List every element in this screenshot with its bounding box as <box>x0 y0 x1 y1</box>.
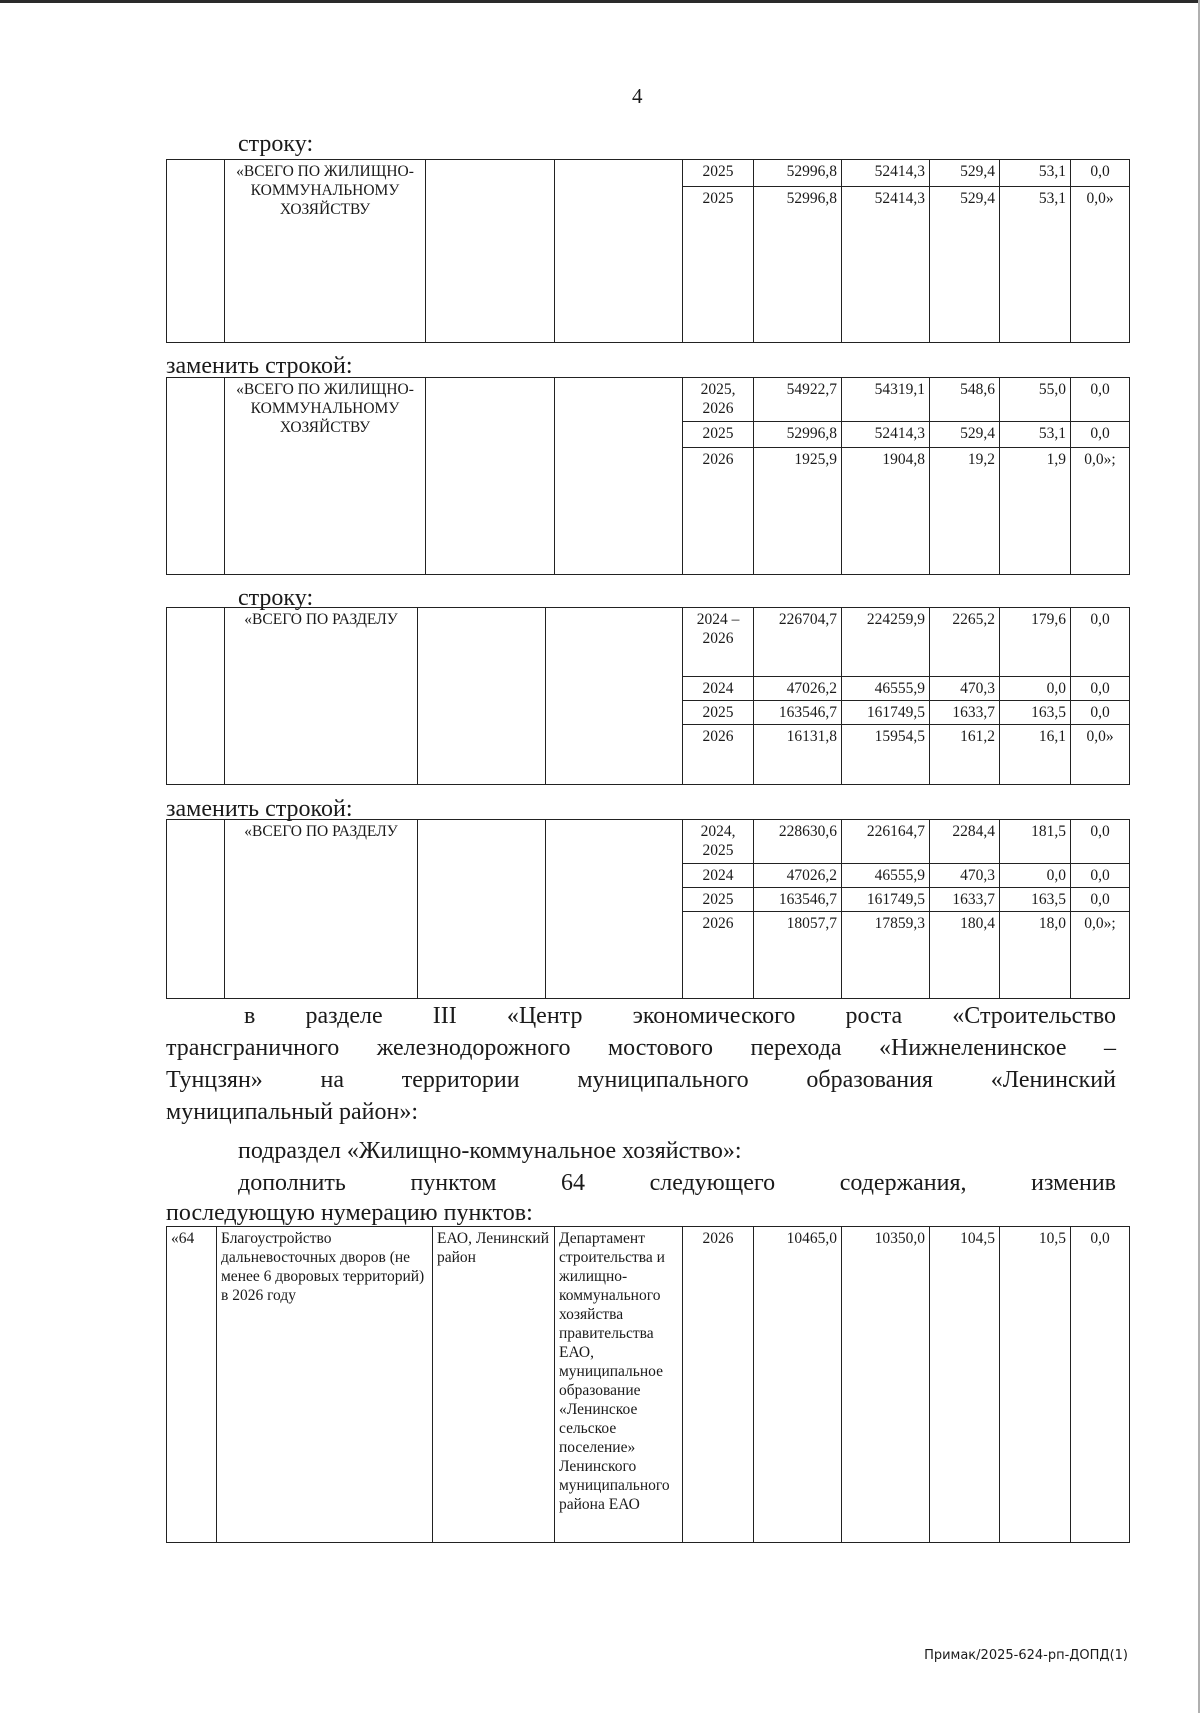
cell-year: 2025 <box>683 187 754 343</box>
table-row <box>167 1227 1130 1543</box>
cell-value: 161749,5 <box>842 888 930 912</box>
paragraph-line: дополнить пунктом 64 следующего содержания, изменив <box>238 1170 1116 1196</box>
cell-value: 163,5 <box>1000 888 1071 912</box>
table-row <box>167 820 1130 864</box>
cell-value: 52996,8 <box>754 187 842 343</box>
table-old-housing-total <box>166 159 1130 343</box>
cell-place <box>426 160 555 343</box>
label-line: строку: <box>238 585 314 611</box>
cell-number <box>167 608 225 785</box>
cell-value: 16,1 <box>1000 725 1071 785</box>
scan-border-top <box>0 0 1200 3</box>
cell-value: 16131,8 <box>754 725 842 785</box>
cell-value: 52414,3 <box>842 160 930 187</box>
cell-value: 0,0»; <box>1071 912 1130 999</box>
table-row <box>167 608 1130 677</box>
cell-year: 2026 <box>683 1227 754 1543</box>
table-new-item-64 <box>166 1226 1130 1543</box>
item-place: ЕАО, Ленинский район <box>433 1227 555 1543</box>
cell-value: 163546,7 <box>754 888 842 912</box>
cell-value: 1904,8 <box>842 448 930 575</box>
cell-value: 181,5 <box>1000 820 1071 864</box>
paragraph-line: Тунцзян» на территории муниципального образования «Ленинский <box>166 1067 1116 1093</box>
label-line: заменить строкой: <box>166 353 353 379</box>
cell-value: 0,0 <box>1071 608 1130 677</box>
cell-year: 2026 <box>683 448 754 575</box>
cell-value: 226704,7 <box>754 608 842 677</box>
cell-executor <box>555 378 683 575</box>
cell-value: 0,0 <box>1071 160 1130 187</box>
cell-value: 1,9 <box>1000 448 1071 575</box>
paragraph-line: муниципальный район»: <box>166 1099 419 1125</box>
cell-value: 0,0 <box>1071 422 1130 448</box>
cell-value: 161,2 <box>930 725 1000 785</box>
section-paragraph <box>166 1000 1116 1128</box>
cell-year: 2025 <box>683 701 754 725</box>
page-number: 4 <box>632 84 643 108</box>
item-number: «64 <box>167 1227 217 1543</box>
cell-place <box>418 608 546 785</box>
cell-year: 2024 <box>683 677 754 701</box>
label-line: строку: <box>238 131 314 157</box>
cell-value: 180,4 <box>930 912 1000 999</box>
cell-value: 54922,7 <box>754 378 842 422</box>
cell-executor <box>546 820 683 999</box>
cell-value: 226164,7 <box>842 820 930 864</box>
cell-value: 0,0» <box>1071 187 1130 343</box>
cell-number <box>167 378 225 575</box>
cell-value: 0,0 <box>1071 1227 1130 1543</box>
instruction-paragraph <box>166 1168 1116 1228</box>
cell-value: 0,0 <box>1000 677 1071 701</box>
cell-value: 47026,2 <box>754 677 842 701</box>
cell-value: 0,0 <box>1071 677 1130 701</box>
cell-value: 52414,3 <box>842 187 930 343</box>
subsection-paragraph: подраздел «Жилищно-коммунальное хозяйство»: <box>238 1138 742 1164</box>
cell-number <box>167 820 225 999</box>
cell-year: 2025, 2026 <box>683 378 754 422</box>
cell-value: 54319,1 <box>842 378 930 422</box>
cell-value: 52996,8 <box>754 422 842 448</box>
cell-value: 10350,0 <box>842 1227 930 1543</box>
cell-value: 10,5 <box>1000 1227 1071 1543</box>
cell-value: 470,3 <box>930 677 1000 701</box>
cell-value: 19,2 <box>930 448 1000 575</box>
item-title: Благоустройство дальневосточных дворов (не менее 6 дворовых территорий) в 2026 году <box>217 1227 433 1543</box>
cell-value: 1633,7 <box>930 701 1000 725</box>
cell-value: 18,0 <box>1000 912 1071 999</box>
cell-value: 17859,3 <box>842 912 930 999</box>
cell-value: 47026,2 <box>754 864 842 888</box>
paragraph-line: последующую нумерацию пунктов: <box>166 1200 533 1226</box>
cell-place <box>418 820 546 999</box>
cell-value: 55,0 <box>1000 378 1071 422</box>
row-name: «ВСЕГО ПО РАЗДЕЛУ <box>225 608 418 785</box>
cell-value: 52996,8 <box>754 160 842 187</box>
row-name: «ВСЕГО ПО РАЗДЕЛУ <box>225 820 418 999</box>
cell-value: 470,3 <box>930 864 1000 888</box>
cell-value: 228630,6 <box>754 820 842 864</box>
cell-value: 224259,9 <box>842 608 930 677</box>
cell-value: 179,6 <box>1000 608 1071 677</box>
cell-value: 0,0 <box>1071 820 1130 864</box>
cell-number <box>167 160 225 343</box>
cell-value: 529,4 <box>930 187 1000 343</box>
cell-value: 161749,5 <box>842 701 930 725</box>
cell-value: 0,0 <box>1071 864 1130 888</box>
cell-value: 18057,7 <box>754 912 842 999</box>
row-name: «ВСЕГО ПО ЖИЛИЩНО-КОММУНАЛЬНОМУ ХОЗЯЙСТВУ <box>225 378 426 575</box>
cell-value: 0,0 <box>1071 888 1130 912</box>
cell-year: 2026 <box>683 912 754 999</box>
table-row <box>167 160 1130 187</box>
cell-value: 46555,9 <box>842 677 930 701</box>
cell-value: 2265,2 <box>930 608 1000 677</box>
cell-year: 2024, 2025 <box>683 820 754 864</box>
cell-value: 53,1 <box>1000 422 1071 448</box>
table-old-section-total <box>166 607 1130 785</box>
cell-value: 15954,5 <box>842 725 930 785</box>
row-name: «ВСЕГО ПО ЖИЛИЩНО-КОММУНАЛЬНОМУ ХОЗЯЙСТВУ <box>225 160 426 343</box>
cell-value: 10465,0 <box>754 1227 842 1543</box>
table-new-housing-total <box>166 377 1130 575</box>
cell-executor <box>546 608 683 785</box>
cell-value: 529,4 <box>930 422 1000 448</box>
footer-document-code: Примак/2025-624-рп-ДОПД(1) <box>924 1648 1128 1663</box>
cell-value: 163546,7 <box>754 701 842 725</box>
cell-value: 52414,3 <box>842 422 930 448</box>
cell-value: 104,5 <box>930 1227 1000 1543</box>
cell-year: 2025 <box>683 160 754 187</box>
cell-year: 2025 <box>683 888 754 912</box>
cell-value: 163,5 <box>1000 701 1071 725</box>
table-new-section-total <box>166 819 1130 999</box>
cell-executor <box>555 160 683 343</box>
cell-year: 2026 <box>683 725 754 785</box>
cell-value: 529,4 <box>930 160 1000 187</box>
cell-value: 53,1 <box>1000 187 1071 343</box>
cell-value: 0,0 <box>1000 864 1071 888</box>
cell-place <box>426 378 555 575</box>
cell-value: 0,0»; <box>1071 448 1130 575</box>
cell-year: 2025 <box>683 422 754 448</box>
cell-value: 0,0 <box>1071 378 1130 422</box>
cell-year: 2024 – 2026 <box>683 608 754 677</box>
paragraph-line: в разделе III «Центр экономического роста «Строительство <box>244 1003 1116 1029</box>
cell-value: 0,0» <box>1071 725 1130 785</box>
cell-value: 46555,9 <box>842 864 930 888</box>
item-executor: Департамент строительства и жилищно-коммунального хозяйства правительства ЕАО, муниципальное образование «Ленинское сельское поселение» Ленинского муниципального района ЕАО <box>555 1227 683 1543</box>
paragraph-line: трансграничного железнодорожного мостового перехода «Нижнеленинское – <box>166 1035 1116 1061</box>
cell-year: 2024 <box>683 864 754 888</box>
label-line: заменить строкой: <box>166 796 353 822</box>
cell-value: 1925,9 <box>754 448 842 575</box>
table-row <box>167 378 1130 422</box>
cell-value: 53,1 <box>1000 160 1071 187</box>
cell-value: 2284,4 <box>930 820 1000 864</box>
cell-value: 1633,7 <box>930 888 1000 912</box>
cell-value: 548,6 <box>930 378 1000 422</box>
cell-value: 0,0 <box>1071 701 1130 725</box>
